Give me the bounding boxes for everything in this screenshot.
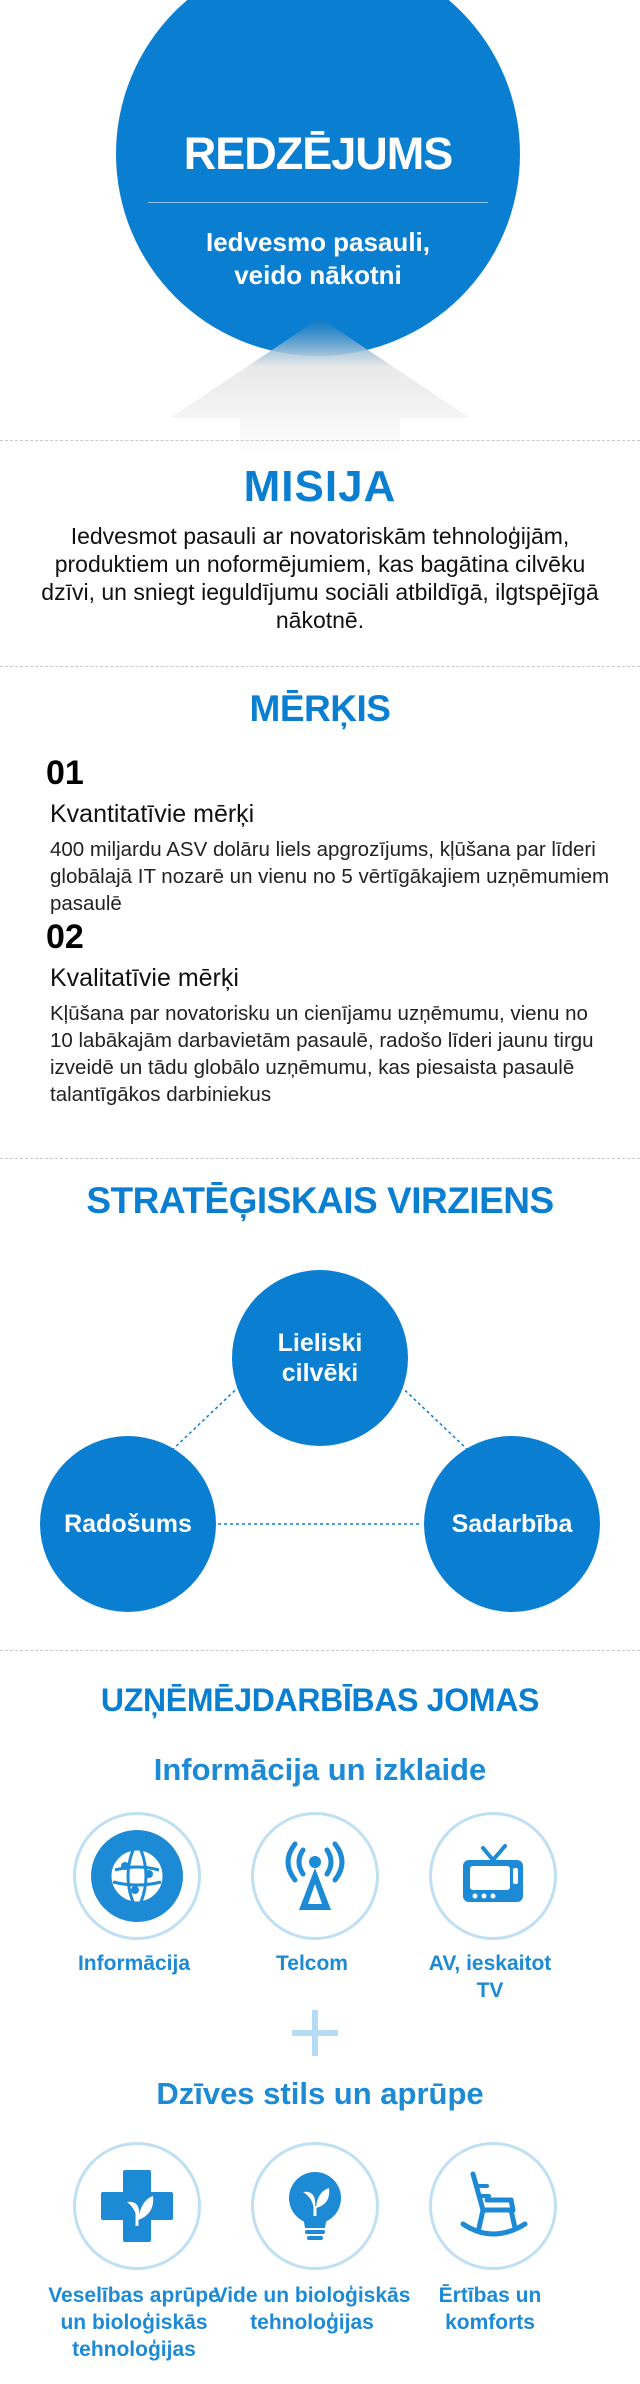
goal-text: Kļūšana par novatorisku un cienījamu uzņēmumu, vienu no 10 labākajām darbavietām pasaulē, radošo līderi jaunu tirgu izveidē un tādu globālo uzņēmumu, kas piesaista pasaulē talantīgākos darbiniekus — [50, 1002, 594, 1106]
area-label-environment — [212, 2282, 412, 2336]
globe-network-icon — [91, 1830, 183, 1922]
medical-cross-leaf-icon — [91, 2160, 183, 2252]
vision-subtitle-line2: veido nākotni — [234, 260, 402, 290]
strategy-top-line1: Lieliski — [277, 1329, 363, 1357]
goals-title: MĒRĶIS — [249, 688, 391, 729]
strategy-top-line2: cilvēki — [281, 1359, 359, 1387]
strategy-title: STRATĒĢISKAIS VIRZIENS — [86, 1180, 554, 1221]
icon-ring — [73, 2142, 201, 2270]
vision-subtitle-line1: Iedvesmo pasauli, — [206, 227, 430, 257]
icon-ring — [251, 2142, 379, 2270]
goal-title: Kvantitatīvie mērķi — [50, 800, 255, 828]
goal-number: 01 — [46, 754, 84, 792]
tv-icon — [447, 1830, 539, 1922]
vision-title: REDZĒJUMS — [183, 128, 453, 179]
mission-text: Iedvesmot pasauli ar novatoriskām tehnoloģijām, produktiem un noformējumiem, kas bagātina cilvēku dzīvi, un sniegt ieguldījumu sociāli atbildīgā, ilgtspējīgā nākotnē. — [41, 523, 599, 633]
icon-ring — [73, 1812, 201, 1940]
area-label-telcom: Telcom — [276, 1952, 348, 1975]
area-label-line: komforts — [445, 2311, 535, 2334]
rocking-chair-icon — [447, 2160, 539, 2252]
lightbulb-leaf-icon — [269, 2160, 361, 2252]
strategy-circle-great-people — [232, 1270, 408, 1446]
group-title-info-entertainment: Informācija un izklaide — [153, 1752, 487, 1787]
area-label-line: Ērtības un — [438, 2284, 542, 2307]
vision-subtitle — [116, 226, 520, 292]
icon-ring — [429, 2142, 557, 2270]
area-label-line: tehnoloģijas — [250, 2311, 374, 2334]
goal-text: 400 miljardu ASV dolāru liels apgrozījums, kļūšana par līderi globālajā IT nozarē un vienu no 5 vērtīgākajiem uzņēmumiem pasaulē — [50, 838, 610, 915]
area-label-comfort — [390, 2282, 590, 2336]
section-divider — [0, 1650, 640, 1651]
area-label-line: AV, ieskaitot — [428, 1952, 552, 1975]
area-label-line: un bioloģiskās — [60, 2311, 208, 2334]
section-divider — [0, 666, 640, 667]
section-divider — [0, 1158, 640, 1159]
section-divider — [0, 440, 640, 441]
vision-divider — [148, 202, 488, 203]
area-label-line: Veselības aprūpe — [48, 2284, 220, 2307]
mission-title: MISIJA — [243, 462, 397, 511]
strategy-right-label: Sadarbība — [451, 1510, 573, 1538]
strategy-left-label: Radošums — [64, 1510, 192, 1538]
icon-ring — [429, 1812, 557, 1940]
goal-number: 02 — [46, 918, 84, 956]
icon-ring — [251, 1812, 379, 1940]
area-label-information: Informācija — [77, 1952, 191, 1975]
area-label-av-tv — [390, 1950, 590, 2004]
strategy-circle-collaboration — [424, 1436, 600, 1612]
area-label-line: TV — [476, 1979, 504, 2002]
plus-icon — [290, 2008, 340, 2058]
antenna-tower-icon — [269, 1830, 361, 1922]
goal-title: Kvalitatīvie mērķi — [50, 964, 239, 992]
up-arrow-icon — [170, 318, 470, 458]
area-label-line: Vide un bioloģiskās — [213, 2284, 411, 2307]
group-title-lifestyle-care: Dzīves stils un aprūpe — [156, 2076, 484, 2111]
area-label-line: tehnoloģijas — [72, 2338, 196, 2361]
strategy-circle-creativity — [40, 1436, 216, 1612]
area-label-healthcare — [34, 2282, 234, 2363]
business-areas-title: UZŅĒMĒJDARBĪBAS JOMAS — [100, 1682, 540, 1718]
